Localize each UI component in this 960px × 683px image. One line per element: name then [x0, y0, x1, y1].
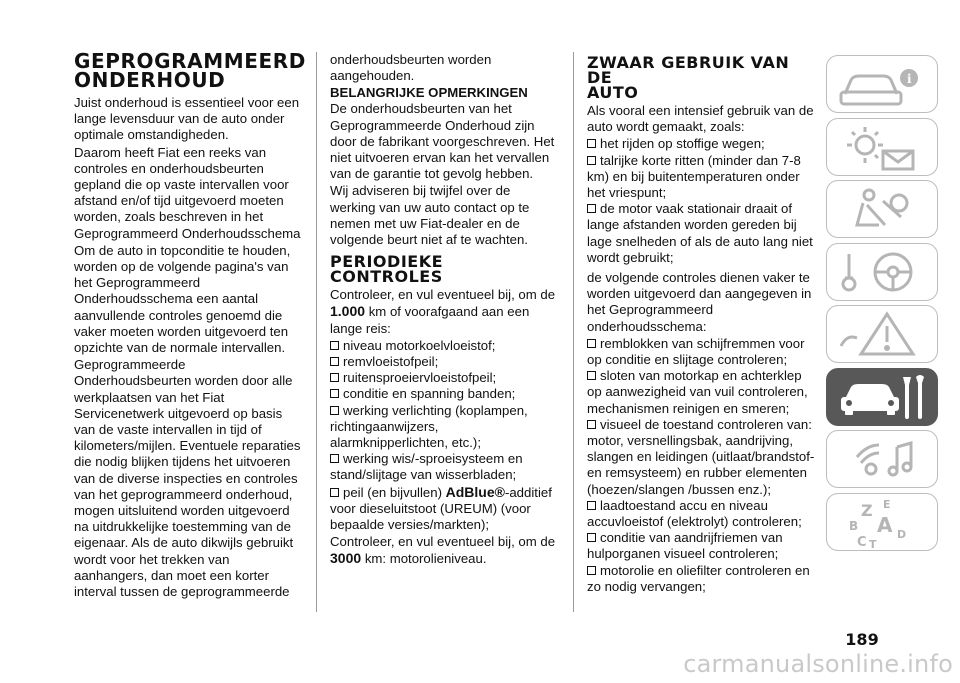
column-divider	[573, 52, 574, 612]
tab-starting-driving[interactable]	[826, 243, 938, 301]
distance-value: 3000	[330, 550, 362, 567]
index-letter-d: D	[897, 527, 907, 541]
checkbox-bullet-icon	[587, 501, 596, 510]
adblue-label: AdBlue®	[445, 483, 505, 500]
checkbox-bullet-icon	[330, 389, 339, 398]
list-item	[330, 354, 559, 370]
list-item	[330, 451, 559, 483]
paragraph-1000km	[330, 287, 559, 337]
list-item	[587, 136, 815, 152]
page-number: 189	[845, 630, 879, 649]
title-line-1: GEPROGRAMMEERD	[74, 49, 306, 73]
section-title-heavy-use	[587, 55, 815, 100]
checkbox-bullet-icon	[587, 371, 596, 380]
chapter-tabs	[826, 55, 940, 555]
list-item	[587, 530, 815, 562]
list-item	[587, 368, 815, 417]
list-item-text: werking wis/-sproeisysteem en stand/slijtage van wisserbladen;	[330, 451, 523, 483]
list-item-text: remvloeistofpeil;	[343, 354, 439, 370]
list-item-text: talrijke korte ritten (minder dan 7-8 km) en bij buitentemperaturen onder het vriespunt;	[587, 152, 801, 201]
subheading-important-notes: BELANGRIJKE OPMERKINGEN	[330, 85, 528, 101]
list-item-text: laadtoestand accu en niveau accuvloeistof (elektrolyt) controleren;	[587, 497, 802, 530]
paragraph: Juist onderhoud is essentieel voor een lange levensduur van de auto onder optimale omstandigheden.	[74, 95, 300, 143]
list-item	[330, 338, 559, 354]
checklist-heavy-use	[587, 336, 815, 595]
car-maintenance-icon	[827, 369, 939, 427]
list-item-text: remblokken van schijfremmen voor op conditie en slijtage controleren;	[587, 335, 805, 368]
checkbox-bullet-icon	[330, 341, 339, 350]
text: km: motorolieniveau.	[361, 551, 487, 567]
list-item	[587, 417, 815, 498]
list-item-text: conditie en spanning banden;	[343, 386, 516, 402]
title-line-2: AUTO	[587, 83, 639, 102]
index-letter-e: E	[883, 497, 891, 511]
checkbox-bullet-icon	[330, 357, 339, 366]
text: Controleer, en vul eventueel bij, om de	[330, 287, 556, 303]
checkbox-bullet-icon	[587, 139, 596, 148]
list-item	[587, 201, 815, 266]
list-item-text: peil (en bijvullen)	[343, 484, 446, 500]
checkbox-bullet-icon	[587, 156, 596, 165]
checkbox-bullet-icon	[587, 566, 596, 575]
alphabetical-index-icon	[827, 494, 939, 552]
warning-lights-icon	[827, 119, 939, 177]
paragraph-3000km	[330, 534, 559, 567]
index-letter-t: T	[869, 537, 877, 551]
checkbox-bullet-icon	[587, 533, 596, 542]
paragraph: Geprogrammeerde Onderhoudsbeurten worden door alle werkplaatsen van het Fiat Servicenetwerk uitgevoerd op basis van de vaste intervallen in tijd of kilometers/mijlen. Eventuele reparaties die nodig blijken tijdens het uitvoeren van de diverse inspecties en controles van het geprogrammeerd onderhoud, mogen uitsluitend worden uitgevoerd na uitdrukkelijke toestemming van de eigenaar. Als de auto dikwijls gebruikt wordt voor het trekken van aanhangers, dan moet een korter interval tussen de geprogrammeerde	[74, 357, 301, 600]
column-3	[587, 52, 815, 595]
checkbox-bullet-icon	[330, 454, 339, 463]
tab-warning-lights[interactable]	[826, 118, 938, 176]
list-item-adblue	[330, 484, 559, 534]
tab-emergency[interactable]	[826, 305, 938, 363]
distance-value: 1.000	[330, 303, 366, 320]
checklist-conditions	[587, 136, 815, 266]
list-item-text: ruitensproeiervloeistofpeil;	[343, 370, 497, 386]
key-steering-wheel-icon	[827, 244, 939, 302]
title-line-2: CONTROLES	[330, 267, 443, 287]
title-line-2: ONDERHOUD	[74, 68, 226, 92]
warning-triangle-icon	[827, 306, 939, 364]
tab-car-info[interactable]	[826, 55, 938, 113]
multimedia-icon	[827, 431, 939, 489]
list-item-text: -additief voor dieseluitstoot (UREUM) (voor bepaalde versies/markten);	[330, 484, 552, 533]
tab-multimedia[interactable]	[826, 430, 938, 488]
paragraph: Wij adviseren bij twijfel over de werking van uw auto contact op te nemen met uw Fiat-dealer en de volgende beurt niet af te wachten.	[330, 183, 530, 248]
paragraph: Om de auto in topconditie te houden, worden op de volgende pagina's van het Geprogrammeerd Onderhoudsschema een aantal aanvullende controles genoemd die vaker moeten worden uitgevoerd ten opzichte van de normale intervallen.	[74, 242, 291, 356]
list-item	[330, 370, 559, 386]
list-item-text: de motor vaak stationair draait of lange afstanden worden gereden bij lage snelheden of als de auto lang niet wordt gebruikt;	[587, 201, 813, 265]
svg-text:i: i	[907, 72, 912, 86]
paragraph: de volgende controles dienen vaker te worden uitgevoerd dan aangegeven in het Geprogrammeerd onderhoudsschema:	[587, 270, 812, 334]
section-title-periodic-checks	[330, 252, 559, 287]
list-item-text: conditie van aandrijfriemen van hulporganen visueel controleren;	[587, 530, 783, 562]
tab-maintenance[interactable]	[826, 368, 938, 426]
watermark: carmanualsonline.info	[683, 650, 953, 678]
index-letter-c: C	[857, 534, 867, 550]
tab-alphabetical-index[interactable]	[826, 493, 938, 551]
checkbox-bullet-icon	[330, 488, 339, 497]
list-item-text: het rijden op stoffige wegen;	[600, 136, 765, 152]
list-item	[330, 403, 559, 452]
checkbox-bullet-icon	[587, 420, 596, 429]
list-item	[330, 386, 559, 402]
checkbox-bullet-icon	[330, 373, 339, 382]
list-item-text: sloten van motorkap en achterklep op aanwezigheid van vuil controleren, mechanismen reinigen en smeren;	[587, 368, 808, 416]
list-item	[587, 498, 815, 530]
paragraph: De onderhoudsbeurten van het Geprogrammeerde Onderhoud zijn door de fabrikant voorgeschreven. Het niet uitvoeren ervan kan het vervallen van de garantie tot gevolg hebben.	[330, 101, 555, 182]
list-item	[587, 336, 815, 368]
seatbelt-airbag-icon	[827, 181, 939, 239]
tab-safety[interactable]	[826, 180, 938, 238]
column-1	[74, 49, 306, 601]
paragraph: Daarom heeft Fiat een reeks van controles en onderhoudsbeurten gepland die op vaste intervallen voor afstand en/of tijd uitgevoerd moeten worden, zoals beschreven in het Geprogrammeerd Onderhoudsschema	[74, 144, 301, 241]
paragraph: onderhoudsbeurten worden aangehouden.	[330, 52, 492, 84]
text: Controleer, en vul eventueel bij, om de	[330, 534, 556, 550]
list-item-text: motorolie en oliefilter controleren en zo nodig vervangen;	[587, 562, 810, 594]
title-line-1: PERIODIEKE	[330, 252, 444, 272]
index-letter-b: B	[849, 518, 859, 533]
checkbox-bullet-icon	[330, 406, 339, 415]
paragraph: Als vooral een intensief gebruik van de auto wordt gemaakt, zoals:	[587, 103, 814, 135]
list-item	[587, 563, 815, 595]
checkbox-bullet-icon	[587, 204, 596, 213]
section-title-scheduled-maintenance	[74, 49, 306, 92]
title-line-1: ZWAAR GEBRUIK VAN DE	[587, 53, 790, 87]
index-letter-z: Z	[861, 500, 873, 520]
column-divider	[316, 52, 317, 612]
list-item-text: visueel de toestand controleren van: motor, versnellingsbak, aandrijving, slangen en leidingen (uitlaat/brandstof-en remsysteem) en rubber elementen (hoezen/slangen /bussen enz.);	[587, 416, 815, 497]
column-2	[330, 52, 559, 569]
list-item-text: werking verlichting (koplampen, richtingaanwijzers, alarmknipperlichten, etc.);	[330, 402, 528, 451]
checkbox-bullet-icon	[587, 339, 596, 348]
car-info-icon	[827, 56, 939, 114]
checklist-periodic	[330, 338, 559, 533]
text: km of voorafgaand aan een lange reis:	[330, 304, 530, 336]
list-item	[587, 153, 815, 202]
index-letter-a: A	[877, 512, 893, 537]
list-item-text: niveau motorkoelvloeistof;	[343, 337, 496, 353]
